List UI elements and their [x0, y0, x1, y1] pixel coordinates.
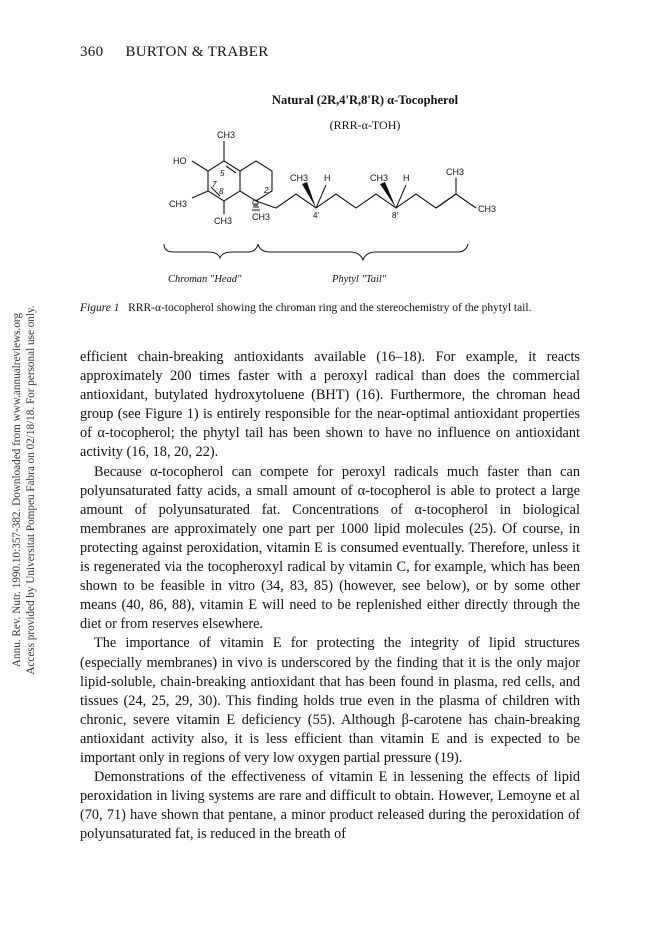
tocopherol-structure [80, 86, 600, 336]
running-head: BURTON & TRABER [125, 44, 269, 60]
label-o: O [252, 198, 260, 208]
body-text [80, 348, 580, 844]
paragraph-3: The importance of vitamin E for protecting the integrity of lipid structures (especially membranes) in vivo is underscored by the finding that it is the only major lipid-soluble, chain-breaking antioxidant that has been found in plasma, red cells, and tissues (24, 25, 29, 30). This finding holds true even in the plasma of children with chronic, severe vitamin E deficiency (55). Although β-carotene has chain-breaking antioxidant activity also, it is less efficient than vitamin E and is expected to be important only in regions of very low oxygen partial pressure (19). [80, 635, 580, 766]
wedge-4 [302, 182, 316, 208]
label-ch3-bottom: CH3 [214, 216, 233, 226]
caption-label: Figure 1 [80, 302, 120, 314]
wedge-8 [380, 182, 396, 208]
figure-1 [80, 86, 600, 336]
figure-title: Natural (2R,4'R,8'R) α-Tocopherol [271, 93, 459, 107]
paragraph-4: Demonstrations of the effectiveness of vitamin E in lessening the effects of lipid peroxidation in living systems are rare and difficult to obtain. However, Lemoyne et al (70, 71) have shown that pentane, a minor product released during the peroxidation of polyunsaturated fat, is reduced in the breath of [80, 769, 580, 843]
head-brace [164, 244, 258, 258]
label-ch3-8: CH3 [370, 173, 389, 183]
label-ch3-end2: CH3 [478, 204, 497, 214]
label-pos-4: 4' [313, 211, 319, 220]
figure-caption [80, 300, 580, 316]
label-ring-2: 2 [264, 186, 269, 195]
label-ch3-top: CH3 [217, 130, 236, 140]
label-h-8: H [403, 173, 410, 183]
figure-subtitle: (RRR-α-TOH) [329, 118, 401, 132]
label-ho: HO [173, 156, 187, 166]
label-ch3-end1: CH3 [446, 167, 465, 177]
chain-branch [436, 194, 456, 208]
download-notice [0, 290, 48, 690]
tail-label: Phytyl "Tail" [332, 274, 387, 285]
label-h-4: H [324, 173, 331, 183]
label-pos-8: 8' [392, 211, 398, 220]
download-notice-line2: Access provided by Universitat Pompeu Fabra on 02/18/18. For personal use only. [25, 305, 37, 675]
paragraph-2: Because α-tocopherol can compete for peroxyl radicals much faster than can polyunsaturated fatty acids, a small amount of α-tocopherol is able to protect a large amount of polyunsaturated fat. Concentrations of α-tocopherol in biological membranes are approximately one part per 1000 lipid molecules (25). Of course, in protecting against peroxidation, vitamin E is consumed eventually. Therefore, unless it is regenerated via the tocopheroxyl radical by vitamin C, for example, which has been shown to be feasible in vitro (34, 83, 85) (however, see below), or by some other means (40, 86, 88), vitamin E will need to be replenished either directly through the diet or from reserves elsewhere. [80, 463, 580, 633]
label-ch3-left: CH3 [169, 199, 188, 209]
running-header [80, 44, 269, 61]
label-ring-8: 8 [219, 187, 224, 196]
caption-text: RRR-α-tocopherol showing the chroman ring and the stereochemistry of the phytyl tail. [128, 302, 532, 314]
label-ring-5: 5 [220, 169, 225, 178]
download-notice-line1: Annu. Rev. Nutr. 1990.10:357-382. Downloaded from www.annualreviews.org [11, 312, 23, 668]
head-label: Chroman "Head" [168, 274, 242, 285]
label-ch3-4: CH3 [290, 173, 309, 183]
label-ring-7: 7 [212, 180, 217, 189]
chroman-ring-bonds [192, 141, 272, 214]
phytyl-chain [256, 194, 476, 208]
tail-brace [258, 244, 468, 260]
paragraph-1: efficient chain-breaking antioxidants available (16–18). For example, it reacts approximately 200 times faster with a peroxyl radical than does the commercial antioxidant, butylated hydroxytoluene (BHT) (16). Furthermore, the chroman head group (see Figure 1) is entirely responsible for the near-optimal antioxidant properties of α-tocopherol; the phytyl tail has been shown to have no influence on antioxidant activity (16, 18, 20, 22). [80, 349, 580, 461]
label-ch3-c2: CH3 [252, 212, 271, 222]
page-number: 360 [80, 44, 104, 60]
